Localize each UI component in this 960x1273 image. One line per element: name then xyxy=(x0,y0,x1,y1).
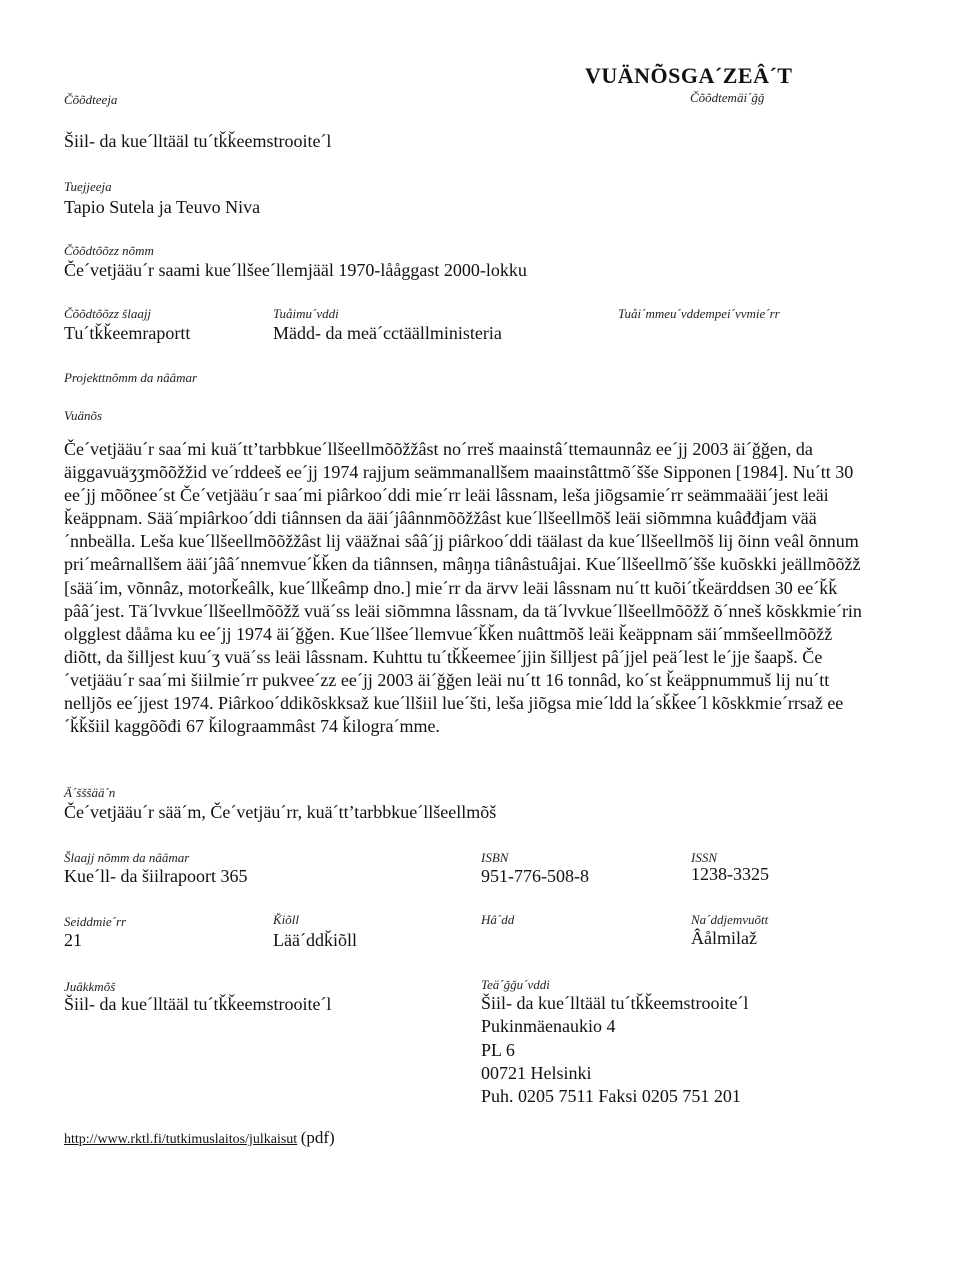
pages-value: 21 xyxy=(64,930,82,950)
isbn-label: ISBN xyxy=(481,850,509,865)
publisher-label: Čõõdteeja xyxy=(64,92,118,107)
language-label: Ǩiõll xyxy=(273,912,300,927)
commissioned-by-value: Mädd- da meä´cctäällministeria xyxy=(273,323,502,343)
footer-url-line xyxy=(64,1128,335,1148)
keywords-label: Ä´šššää´n xyxy=(64,785,116,800)
isbn-value: 951-776-508-8 xyxy=(481,866,589,886)
publisher-contact-label: Teä´ǧǧu´vddi xyxy=(481,977,550,992)
abstract-text: Če´vetjääu´r saa´mi kuä´tt’tarbbkue´llšeellmõõžžâst no´rreš maainstâ´ttemaunnâz ee´jj 2003 äi´ǧǧen, da äiggavuäʒʒmõõžžid ve´rddeeš ee´jj 1974 rajjum seämmanallšem maainstâttmõ´šše Sipponen [1984]. Nu´tt 30 ee´jj mõõnee´st Če´vetjääu´r saa´mi piârkoo´ddi mie´rr leäi lâssnam, leša jiõgsamie´rr seämmaääi´jest leäi ǩeäppnam. Sää´mpiârkoo´ddi tiânnsen da ääi´jâânnmõõžžâst kue´llšeellmõš leäi siõmmna kuâđđjam vää´nnbeälla. Leša kue´llšeellmõõžžâst lij vääžnai sââ´jj piârkoo´ddi täälast da kue´llšeellmõš lij õinn veâl õnnum pri´meârnallšem ääi´jââ´nnemvue´ǩǩen da tiânnsen, mâŋŋa tiânâstuâjai. Kue´llšeellmõ´šše kuõskki jeällmõõžž [sää´im, võnnâz, motorǩeâlk, kue´llǩeâmp dno.] mie´rr da ärvv leäi lâssnam nu´tt kuõi´tǩeärddsen 30 ee´ǩǩ pââ´jest. Tä´lvvkue´llšeellmõõžž vuä´ss leäi siõmmna lâssnam, da tä´lvvkue´llšeellmõõžž õ´nneš kõskkmie´rin olgglest dååma ku ee´jj 1974 äi´ǧǧen. Kue´llšee´llemvue´ǩǩen nuâttmõš leäi ǩeäppnam säi´mmšeellmõõžž diõtt, da šilljest kuu´ʒ vuä´ss leäi lâssnam. Kuhttu tu´tǩǩeemee´jjin šilljest pâ´jjel peä´lest le´jje šaapš. Če´vetjääu´r saa´mi šiilmie´rr pukvee´zz ee´jj 2003 äi´ǧǧen leäi nu´tt 16 tonnâd, ko´st ǩeäppnummuš lij nu´tt nelljõs ee´jjest 1974. Piârkoo´ddikõskksaž kue´llšiil lue´šti, leša jiõgsa mie´ldd la´sǩǩee´l kõskkmie´rrsaž ee´ǩǩšiil kaggõõđi 67 ǩilograammâst 74 ǩilogra´mme. xyxy=(64,439,862,737)
confidentiality-value: Âålmilaž xyxy=(691,928,757,948)
keywords-value: Če´vetjääu´r sää´m, Če´vetjäu´rr, kuä´tt’tarbbkue´llšeellmõš xyxy=(64,802,497,822)
distribution-value: Šiil- da kue´lltääl tu´tǩǩeemstrooite´l xyxy=(64,994,332,1014)
authors-value: Tapio Sutela ja Teuvo Niva xyxy=(64,197,261,217)
publication-type-label: Čõõdtõõzz šlaajj xyxy=(64,306,152,321)
contact-line-organization: Šiil- da kue´lltääl tu´tǩǩeemstrooite´l xyxy=(481,993,749,1013)
contact-line-street: Pukinmäenaukio 4 xyxy=(481,1016,616,1037)
issn-value: 1238-3325 xyxy=(691,864,769,884)
title-label: Čõõdtõõzz nõmm xyxy=(64,243,154,258)
series-label: Šlaajj nõmm da nââmar xyxy=(64,850,190,865)
title-value: Če´vetjääu´r saami kue´llšee´llemjääl 1970-lååggast 2000-lokku xyxy=(64,260,527,280)
abstract-text-block xyxy=(64,438,864,738)
contact-line-city: 00721 Helsinki xyxy=(481,1062,592,1083)
publication-type-value: Tu´tǩǩeemraportt xyxy=(64,323,191,343)
price-label: Hâ´dd xyxy=(481,912,515,927)
project-name-label: Projekttnõmm da nââmar xyxy=(64,370,198,385)
confidentiality-label: Na´ddjemvuõtt xyxy=(691,912,769,927)
contact-line-po-box: PL 6 xyxy=(481,1039,515,1060)
series-value: Kue´ll- da šiilrapoort 365 xyxy=(64,866,248,886)
contact-line-phone-fax: Puh. 0205 7511 Faksi 0205 751 201 xyxy=(481,1086,741,1107)
distribution-label: Juâkkmõš xyxy=(64,979,116,994)
publisher-contact-address xyxy=(481,992,748,1108)
document-type-heading: VUÄNÕSGA´ZEÂ´T xyxy=(585,63,793,88)
publisher-value: Šiil- da kue´lltääl tu´tǩǩeemstrooite´l xyxy=(64,131,332,151)
pages-label: Seiddmie´rr xyxy=(64,914,127,929)
publication-date-label: Čõõdtemäi´ǧǧ xyxy=(690,90,765,105)
publications-url-link[interactable]: http://www.rktl.fi/tutkimuslaitos/julkaisut xyxy=(64,1132,298,1147)
commissioned-by-label: Tuåimu´vddi xyxy=(273,306,339,321)
authors-label: Tuejjeeja xyxy=(64,179,112,194)
language-value: Lää´ddǩiõll xyxy=(273,930,357,950)
steering-committee-label: Tuåi´mmeu´vddempei´vvmie´rr xyxy=(618,306,780,321)
pdf-suffix: (pdf) xyxy=(300,1128,335,1147)
issn-label: ISSN xyxy=(691,850,717,865)
abstract-label: Vuänõs xyxy=(64,408,103,423)
